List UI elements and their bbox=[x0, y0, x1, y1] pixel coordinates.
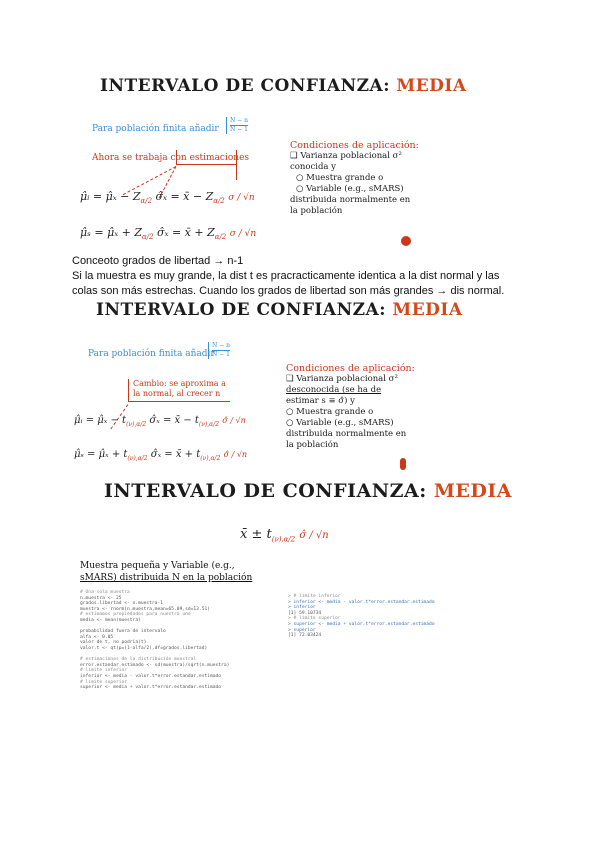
section2-formula-upper bbox=[74, 449, 247, 462]
finite-frac-num-2: N − n bbox=[212, 342, 230, 349]
formula2-lower-lhs: μ̂ᵢ = μ̂ₓ − t bbox=[74, 415, 127, 426]
cond-variable-normal: ○ Variable (e.g., sMARS) bbox=[296, 184, 404, 194]
cond-large-sample: ○ Muestra grande o bbox=[296, 173, 384, 183]
change-note-line-1: Cambio: se aproxima a bbox=[133, 379, 226, 388]
formula-upper-alpha-2: α/2 bbox=[214, 233, 227, 242]
code-right-line: > # límite inferior bbox=[288, 594, 341, 599]
section1-estimates-note: Ahora se trabaja con estimaciones bbox=[92, 153, 250, 163]
cond2-variable-normal: ○ Variable (e.g., sMARS) bbox=[286, 418, 394, 428]
code-left-line: valor.t <- qt(p=(1-alfa/2),df=grados.libertad) bbox=[80, 645, 208, 651]
code-right-line: [1] 59.10734 bbox=[288, 610, 322, 616]
formula-lower-lhs: μ̂ᵢ = μ̂ₓ − Z bbox=[80, 190, 141, 203]
cond2-variable-normal-2: distribuida normalmente en bbox=[286, 429, 407, 439]
code-left-line: # estimamos propiedades para nuestra uno bbox=[80, 612, 191, 618]
section2-finite-fraction bbox=[208, 342, 230, 359]
decorative-splatter-2 bbox=[400, 458, 406, 470]
section3-title-accent: MEDIA bbox=[433, 480, 512, 502]
code-left-line: # estimaciones de la distribución muestral bbox=[80, 657, 197, 663]
formula-lower-frac: σ / √n bbox=[228, 193, 255, 203]
cond-variance-known: conocida y bbox=[290, 162, 336, 172]
formula2-lower-tsub-2: (ν),α/2 bbox=[198, 421, 220, 428]
code-left-line: superior <- media + valor.t*error.estandar.estimado bbox=[80, 685, 222, 691]
cond2-variable-normal-3: la población bbox=[286, 440, 339, 450]
formula-lower-alpha: α/2 bbox=[140, 197, 153, 206]
code-left-line: error.estandar.estimado <- sd(muestra)/sqrt(n.muestra) bbox=[80, 662, 230, 668]
section1-finite-fraction bbox=[226, 117, 248, 134]
code-left-line: alfa <- 0.05 bbox=[80, 634, 114, 640]
cond2-estimate: estimar s ≡ σ̂) y bbox=[286, 396, 355, 406]
code-left-line: muestra <- rnorm(n.muestra,mean=65.09,sd=13.51) bbox=[80, 606, 210, 612]
code-left-line: grados.libertad <- n.muestra-1 bbox=[80, 601, 163, 607]
code-left-line: probabilidad fuera de intervalo bbox=[80, 629, 166, 635]
code-left-line: # límite superior bbox=[80, 679, 128, 685]
estimates-bracket bbox=[176, 150, 177, 164]
formula2-upper-tsub: (ν),α/2 bbox=[127, 455, 148, 462]
finite-frac-den: N − 1 bbox=[230, 126, 248, 133]
cond-variance: ❑ Varianza poblacional σ² bbox=[290, 151, 402, 161]
notes-line-1: Conceoto grados de libertad → n-1 bbox=[72, 255, 244, 267]
code-left-line: media <- mean(muestra) bbox=[80, 617, 141, 623]
sample-note-line-1: Muestra pequeña y Variable (e.g., bbox=[80, 561, 235, 571]
change-note-line-2: la normal, al crecer n bbox=[133, 389, 221, 398]
code-right-line: > superior <- media + valor.t*error.estandar.estimado bbox=[288, 621, 435, 627]
code-block-left bbox=[80, 590, 280, 691]
code-left-line: inferior <- media - valor.t*error.estandar.estimado bbox=[80, 673, 222, 679]
formula-upper-alpha: α/2 bbox=[141, 233, 154, 242]
formula3-main: x̄ ± t bbox=[240, 527, 272, 542]
cond2-header: Condiciones de aplicación: bbox=[286, 363, 415, 374]
code-left-line: valor de t, no podria(t) bbox=[80, 640, 147, 646]
section1-formula-lower bbox=[80, 190, 255, 205]
code-right-line: > inferior <- media - valor.t*error.estandar.estimado bbox=[288, 599, 435, 605]
code-left-line: # límite inferior bbox=[80, 668, 128, 674]
formula-lower-rhs: σ̂ₓ = x̄ − Z bbox=[155, 190, 214, 203]
section3-sample-note bbox=[80, 560, 252, 584]
finite-frac-den-2: N − 1 bbox=[212, 351, 230, 358]
section2-finite-note: Para población finita añadir bbox=[88, 349, 215, 359]
formula2-upper-frac: σ̂ / √n bbox=[223, 450, 248, 459]
cond2-variance-unknown: desconocida (se ha de bbox=[286, 385, 382, 395]
code-left-line: n.muestra <- 25 bbox=[80, 595, 122, 601]
section3-formula bbox=[240, 527, 329, 544]
section1-title bbox=[100, 76, 467, 96]
formula2-upper-lhs: μ̂ₛ = μ̂ₓ + t bbox=[74, 449, 128, 460]
formula2-lower-rhs: σ̂ₓ = x̄ − t bbox=[149, 415, 199, 426]
formula3-sub: (ν),α/2 bbox=[271, 535, 296, 544]
section1-title-accent: MEDIA bbox=[396, 76, 467, 96]
formula2-lower-frac: σ̂ / √n bbox=[222, 416, 246, 425]
formula2-upper-tsub-2: (ν),α/2 bbox=[200, 455, 221, 462]
formula-upper-lhs: μ̂ₛ = μ̂ₓ + Z bbox=[80, 226, 142, 239]
code-right-line: [1] 72.03424 bbox=[288, 633, 322, 639]
formula2-upper-rhs: σ̂ₓ = x̄ + t bbox=[150, 449, 201, 460]
decorative-splatter-1 bbox=[401, 236, 411, 246]
code-left-line: # Una sola muestra bbox=[80, 590, 130, 595]
section2-change-note bbox=[128, 379, 230, 402]
section2-title-accent: MEDIA bbox=[392, 300, 463, 320]
section2-title bbox=[96, 300, 463, 320]
section3-title bbox=[104, 480, 512, 502]
section2-formula-lower bbox=[74, 415, 246, 428]
formula3-frac: σ̂ / √n bbox=[299, 530, 329, 541]
section2-conditions bbox=[286, 363, 426, 451]
formula-upper-frac: σ / √n bbox=[229, 229, 257, 239]
section1-formula-upper bbox=[80, 226, 256, 241]
section1-conditions bbox=[290, 140, 430, 217]
cond2-large-sample: ○ Muestra grande o bbox=[286, 407, 374, 417]
section2-title-main: INTERVALO DE CONFIANZA: bbox=[96, 300, 393, 320]
section3-title-main: INTERVALO DE CONFIANZA: bbox=[104, 480, 434, 502]
cond2-variance: ❑ Varianza poblacional σ² bbox=[286, 374, 398, 384]
code-right-line: > # límite superior bbox=[288, 616, 341, 622]
notes-block bbox=[72, 254, 542, 299]
formula2-lower-tsub: (ν),α/2 bbox=[126, 421, 147, 428]
section1-finite-note bbox=[92, 124, 219, 134]
cond-variable-normal-2: distribuida normalmente en bbox=[290, 195, 411, 205]
estimates-bracket-right bbox=[236, 150, 237, 180]
notes-line-3: colas son más estrechas. Cuando los grados de libertad son más grandes → dis normal. bbox=[72, 285, 505, 297]
formula-upper-rhs: σ̂ₓ = x̄ + Z bbox=[157, 226, 215, 239]
notes-line-2: Si la muestra es muy grande, la dist t es pracracticamente identica a la dist normal y las bbox=[72, 270, 500, 282]
estimates-underline bbox=[176, 164, 236, 165]
finite-note-text: Para población finita añadir bbox=[92, 124, 219, 134]
sample-note-line-2: sMARS) distribuida N en la población bbox=[80, 573, 253, 583]
section1-title-main: INTERVALO DE CONFIANZA: bbox=[100, 76, 397, 96]
formula-lower-alpha-2: α/2 bbox=[213, 197, 225, 206]
cond-variable-normal-3: la población bbox=[290, 206, 343, 216]
code-right-line: > inferior bbox=[288, 605, 316, 611]
code-right-line: > superior bbox=[288, 627, 316, 633]
finite-frac-num: N − n bbox=[230, 117, 248, 124]
cond-header: Condiciones de aplicación: bbox=[290, 140, 419, 151]
code-block-right bbox=[288, 594, 508, 639]
